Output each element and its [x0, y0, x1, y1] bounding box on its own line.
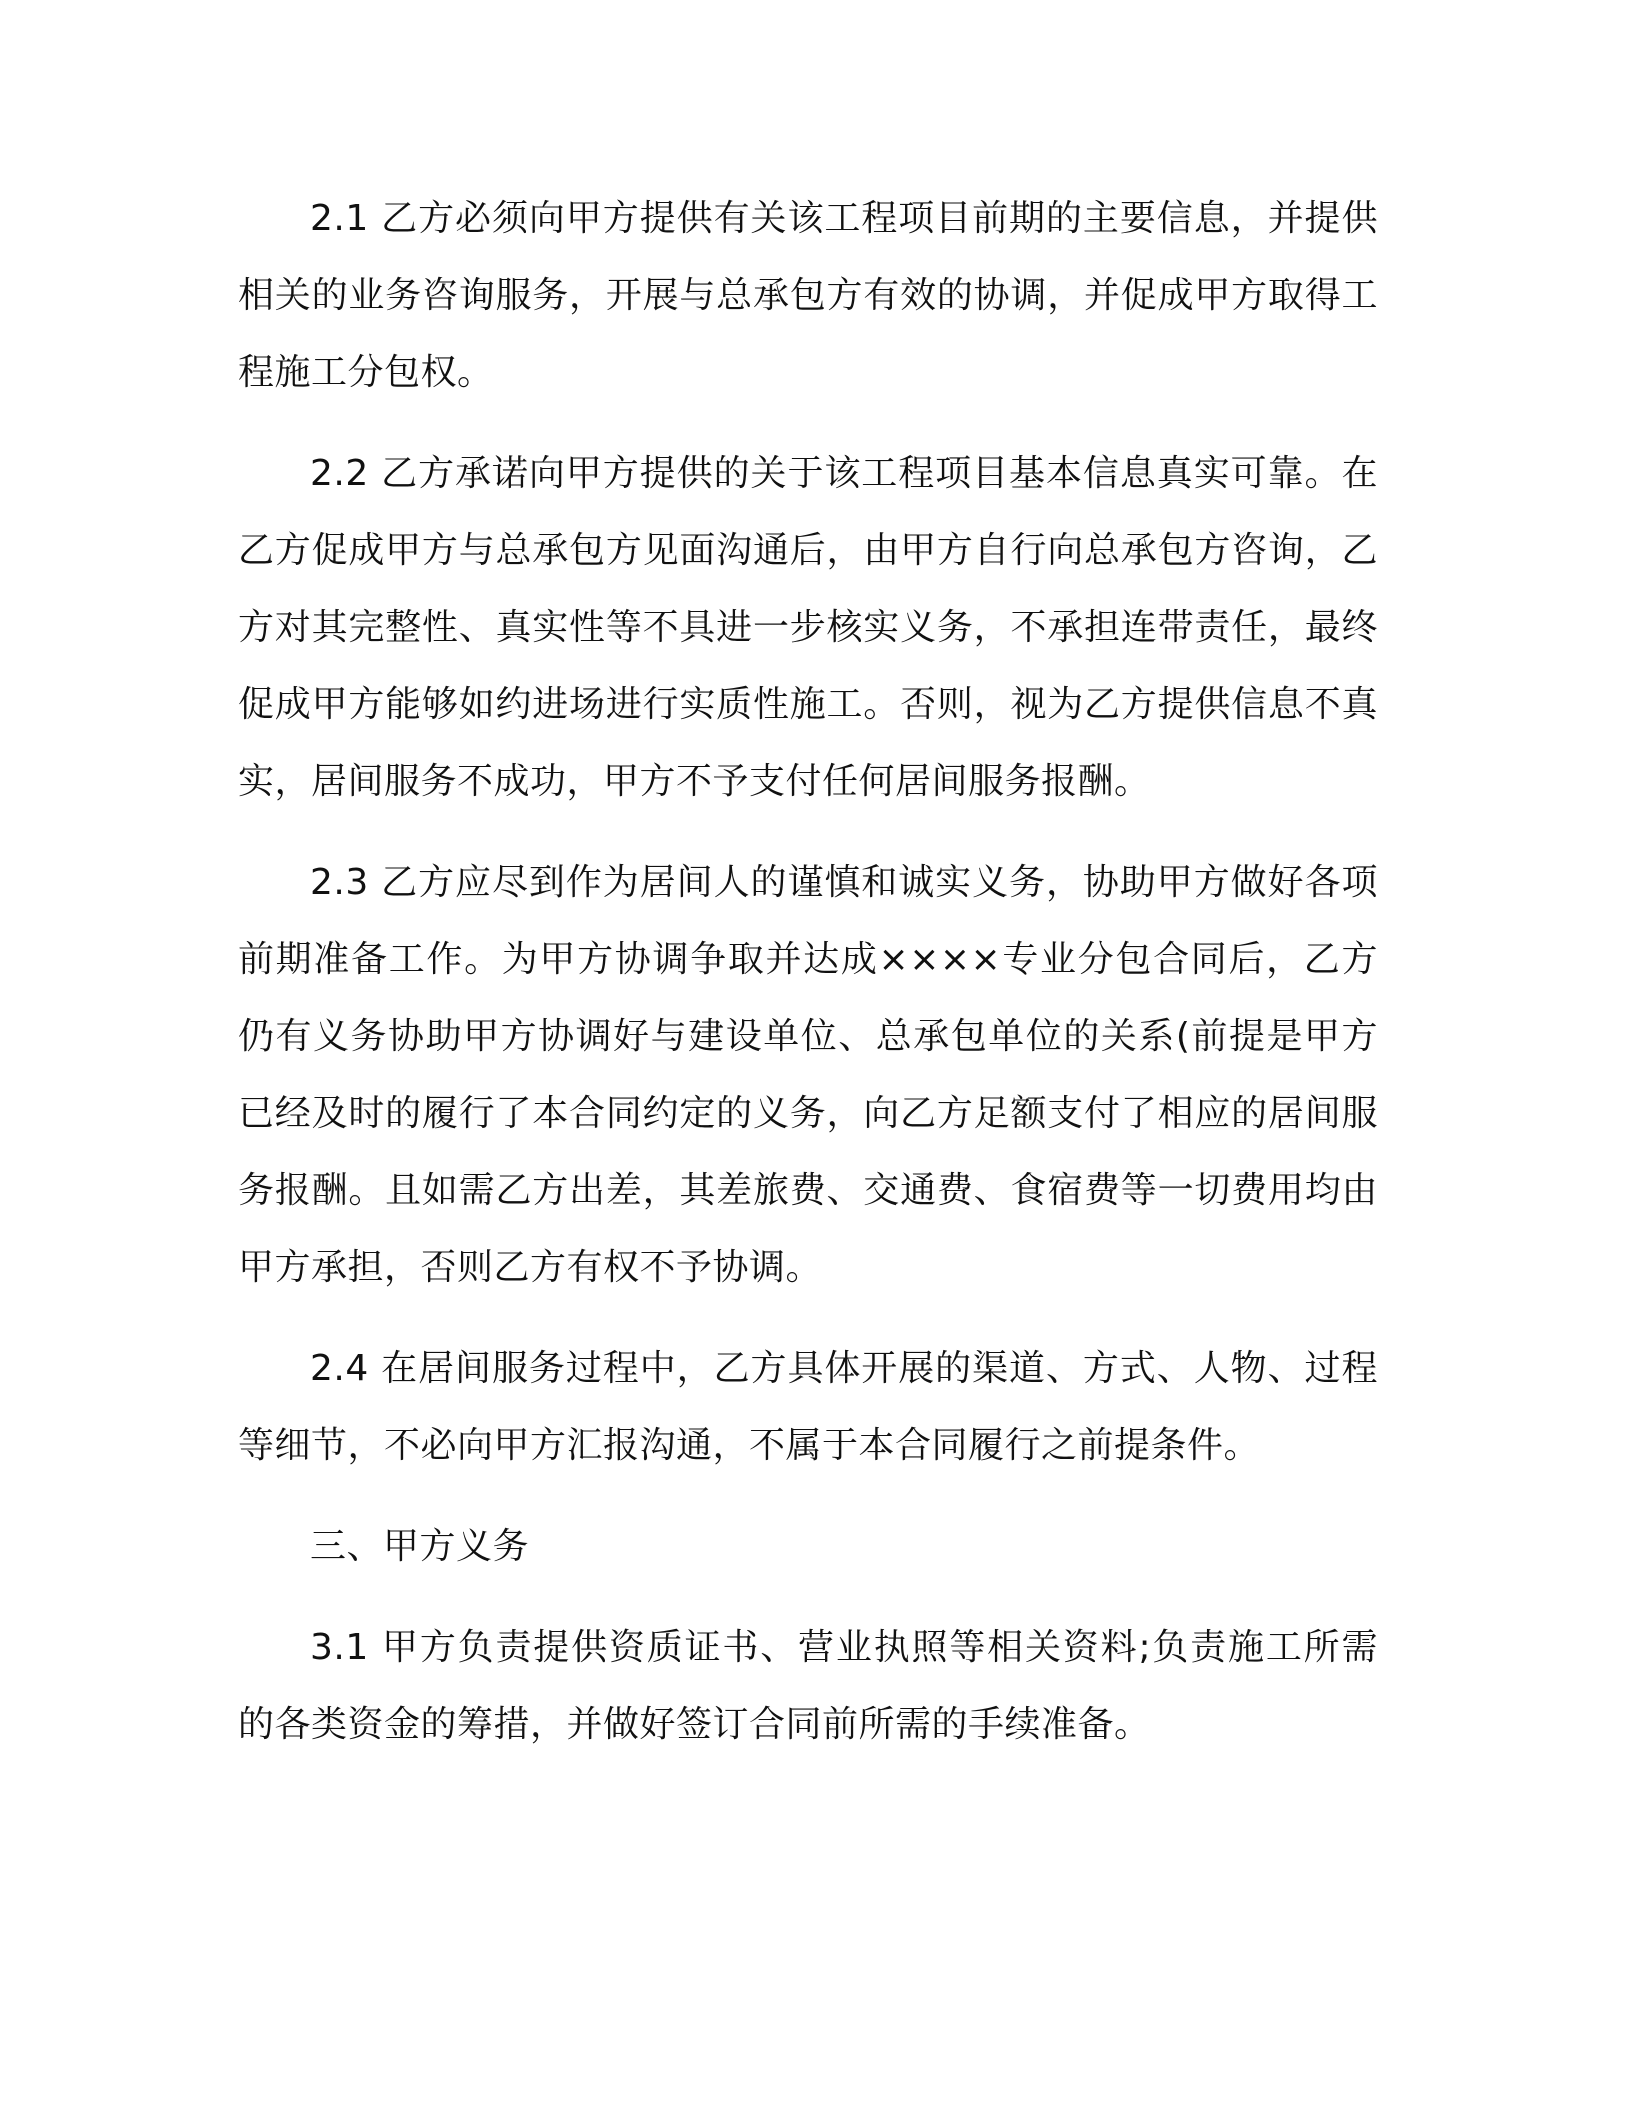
paragraph-3-1: 3.1 甲方负责提供资质证书、营业执照等相关资料;负责施工所需的各类资金的筹措，并做好签订合同前所需的手续准备。 [238, 1627, 1378, 1745]
document-body [238, 180, 1378, 1787]
paragraph-2-3: 2.3 乙方应尽到作为居间人的谨慎和诚实义务，协助甲方做好各项前期准备工作。为甲方协调争取并达成××××专业分包合同后，乙方仍有义务协助甲方协调好与建设单位、总承包单位的关系(前提是甲方已经及时的履行了本合同约定的义务，向乙方足额支付了相应的居间服务报酬。且如需乙方出差，其差旅费、交通费、食宿费等一切费用均由甲方承担，否则乙方有权不予协调。 [238, 862, 1378, 1288]
section-heading-3: 三、甲方义务 [310, 1526, 530, 1567]
paragraph-2-2: 2.2 乙方承诺向甲方提供的关于该工程项目基本信息真实可靠。在乙方促成甲方与总承包方见面沟通后，由甲方自行向总承包方咨询，乙方对其完整性、真实性等不具进一步核实义务，不承担连带责任，最终促成甲方能够如约进场进行实质性施工。否则，视为乙方提供信息不真实，居间服务不成功，甲方不予支付任何居间服务报酬。 [238, 453, 1378, 802]
paragraph-2-4: 2.4 在居间服务过程中，乙方具体开展的渠道、方式、人物、过程等细节，不必向甲方汇报沟通，不属于本合同履行之前提条件。 [238, 1348, 1378, 1466]
paragraph-2-1: 2.1 乙方必须向甲方提供有关该工程项目前期的主要信息，并提供相关的业务咨询服务，开展与总承包方有效的协调，并促成甲方取得工程施工分包权。 [238, 198, 1378, 393]
